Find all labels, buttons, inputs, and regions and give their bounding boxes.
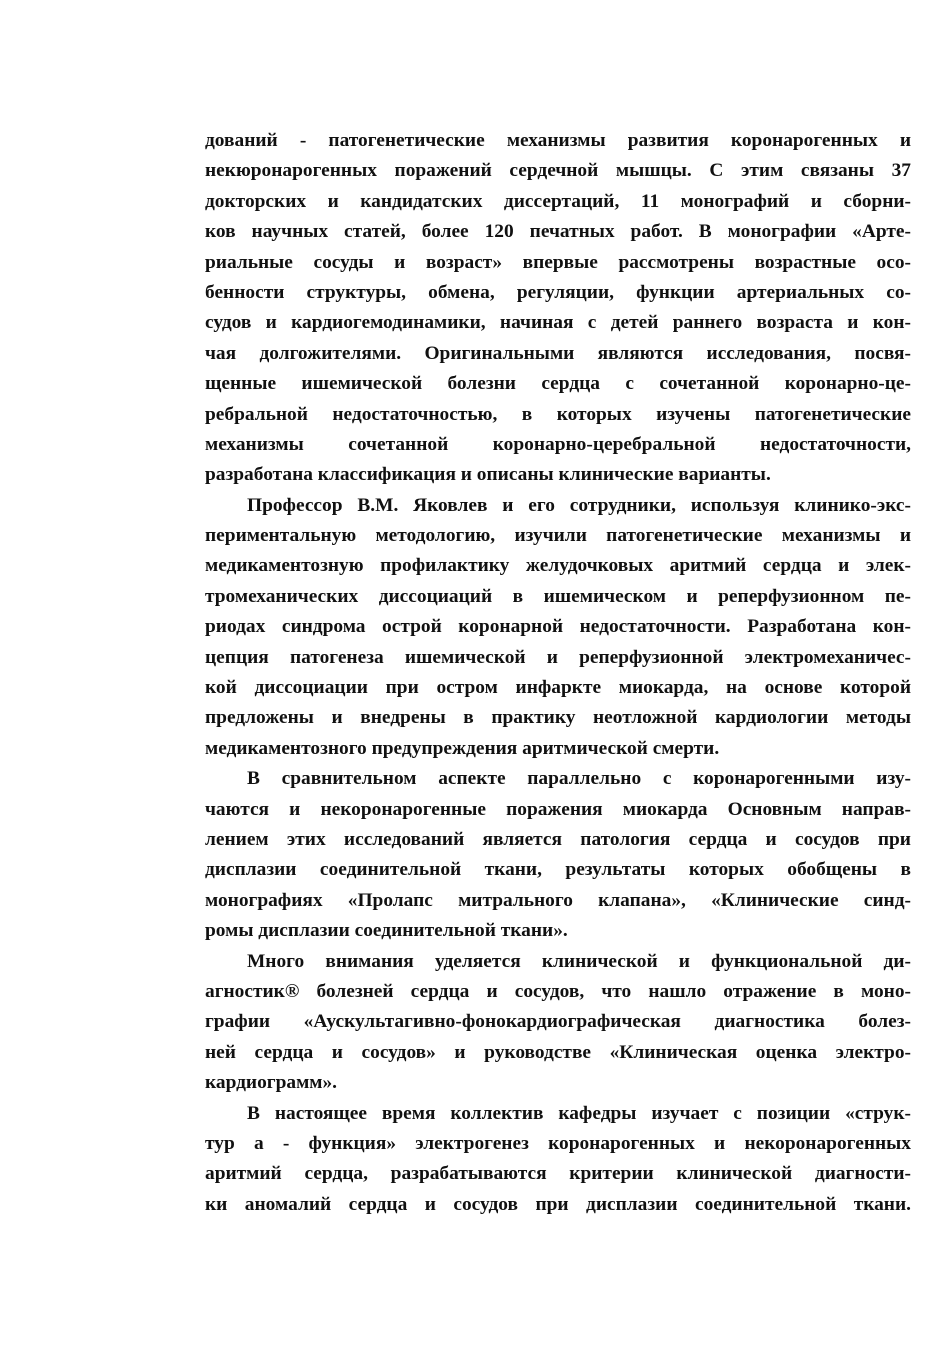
body-text (205, 126, 911, 1220)
text-line: механизмы сочетанной коронарно-церебральной недостаточности, (205, 433, 911, 455)
text-line: периментальную методологию, изучили патогенетические механизмы и (205, 525, 911, 547)
text-line: ней сердца и сосудов» и руководстве «Клиническая оценка электро- (205, 1041, 911, 1063)
text-line: В настоящее время коллектив кафедры изучает с позиции «струк- (247, 1102, 911, 1124)
text-line: кой диссоциации при остром инфаркте миокарда, на основе которой (205, 677, 911, 699)
text-line: судов и кардиогемодинамики, начиная с детей раннего возраста и кон- (205, 312, 911, 334)
text-line: щенные ишемической болезни сердца с сочетанной коронарно-це- (205, 373, 911, 395)
text-line: кардиограмм». (205, 1072, 338, 1094)
text-line: тромеханических диссоциаций в ишемическом и реперфузионном пе- (205, 585, 911, 607)
text-line: дисплазии соединительной ткани, результаты которых обобщены в (205, 859, 911, 881)
text-line: медикаментозного предупреждения аритмической смерти. (205, 737, 720, 759)
text-line: чая долгожителями. Оригинальными являются исследования, посвя- (205, 342, 911, 364)
text-line: В сравнительном аспекте параллельно с коронарогенными изу- (247, 768, 911, 790)
text-line: дований - патогенетические механизмы развития коронарогенных и (205, 130, 911, 151)
text-line: монографиях «Пролапс митрального клапана», «Клинические синд- (205, 889, 911, 911)
text-line: цепция патогенеза ишемической и реперфузионной электромеханичес- (205, 646, 911, 668)
text-line: ребральной недостаточностью, в которых изучены патогенетические (205, 403, 911, 425)
text-line: Профессор В.М. Яковлев и его сотрудники, используя клинико-экс- (247, 494, 911, 516)
text-line: чаются и некоронарогенные поражения миокарда Основным направ- (205, 798, 911, 820)
text-line: ков научных статей, более 120 печатных работ. В монографии «Арте- (205, 221, 911, 243)
text-line: графии «Аускультагивно-фонокардиографическая диагностика болез- (205, 1011, 911, 1033)
text-line: ромы дисплазии соединительной ткани». (205, 920, 568, 942)
text-line: Много внимания уделяется клинической и функциональной ди- (247, 950, 911, 972)
text-line: лением этих исследований является патология сердца и сосудов при (205, 828, 911, 850)
text-line: риальные сосуды и возраст» впервые рассмотрены возрастные осо- (205, 251, 911, 273)
text-line: докторских и кандидатских диссертаций, 11 монографий и сборни- (205, 190, 911, 212)
text-line: некюронарогенных поражений сердечной мышцы. С этим связаны 37 (205, 160, 911, 182)
text-line: агностик® болезней сердца и сосудов, что нашло отражение в моно- (205, 980, 911, 1002)
text-line: тур а - функция» электрогенез коронарогенных и некоронарогенных (205, 1132, 911, 1154)
text-line: риодах синдрома острой коронарной недостаточности. Разработана кон- (205, 616, 911, 638)
text-line: аритмий сердца, разрабатываются критерии клинической диагности- (205, 1163, 911, 1185)
text-line: предложены и внедрены в практику неотложной кардиологии методы (205, 707, 911, 729)
text-line: медикаментозную профилактику желудочковых аритмий сердца и элек- (205, 555, 911, 577)
text-line: разработана классификация и описаны клинические варианты. (205, 464, 771, 486)
text-line: ки аномалий сердца и сосудов при дисплазии соединительной ткани. (205, 1193, 911, 1215)
text-line: бенности структуры, обмена, регуляции, функции артериальных со- (205, 281, 911, 303)
